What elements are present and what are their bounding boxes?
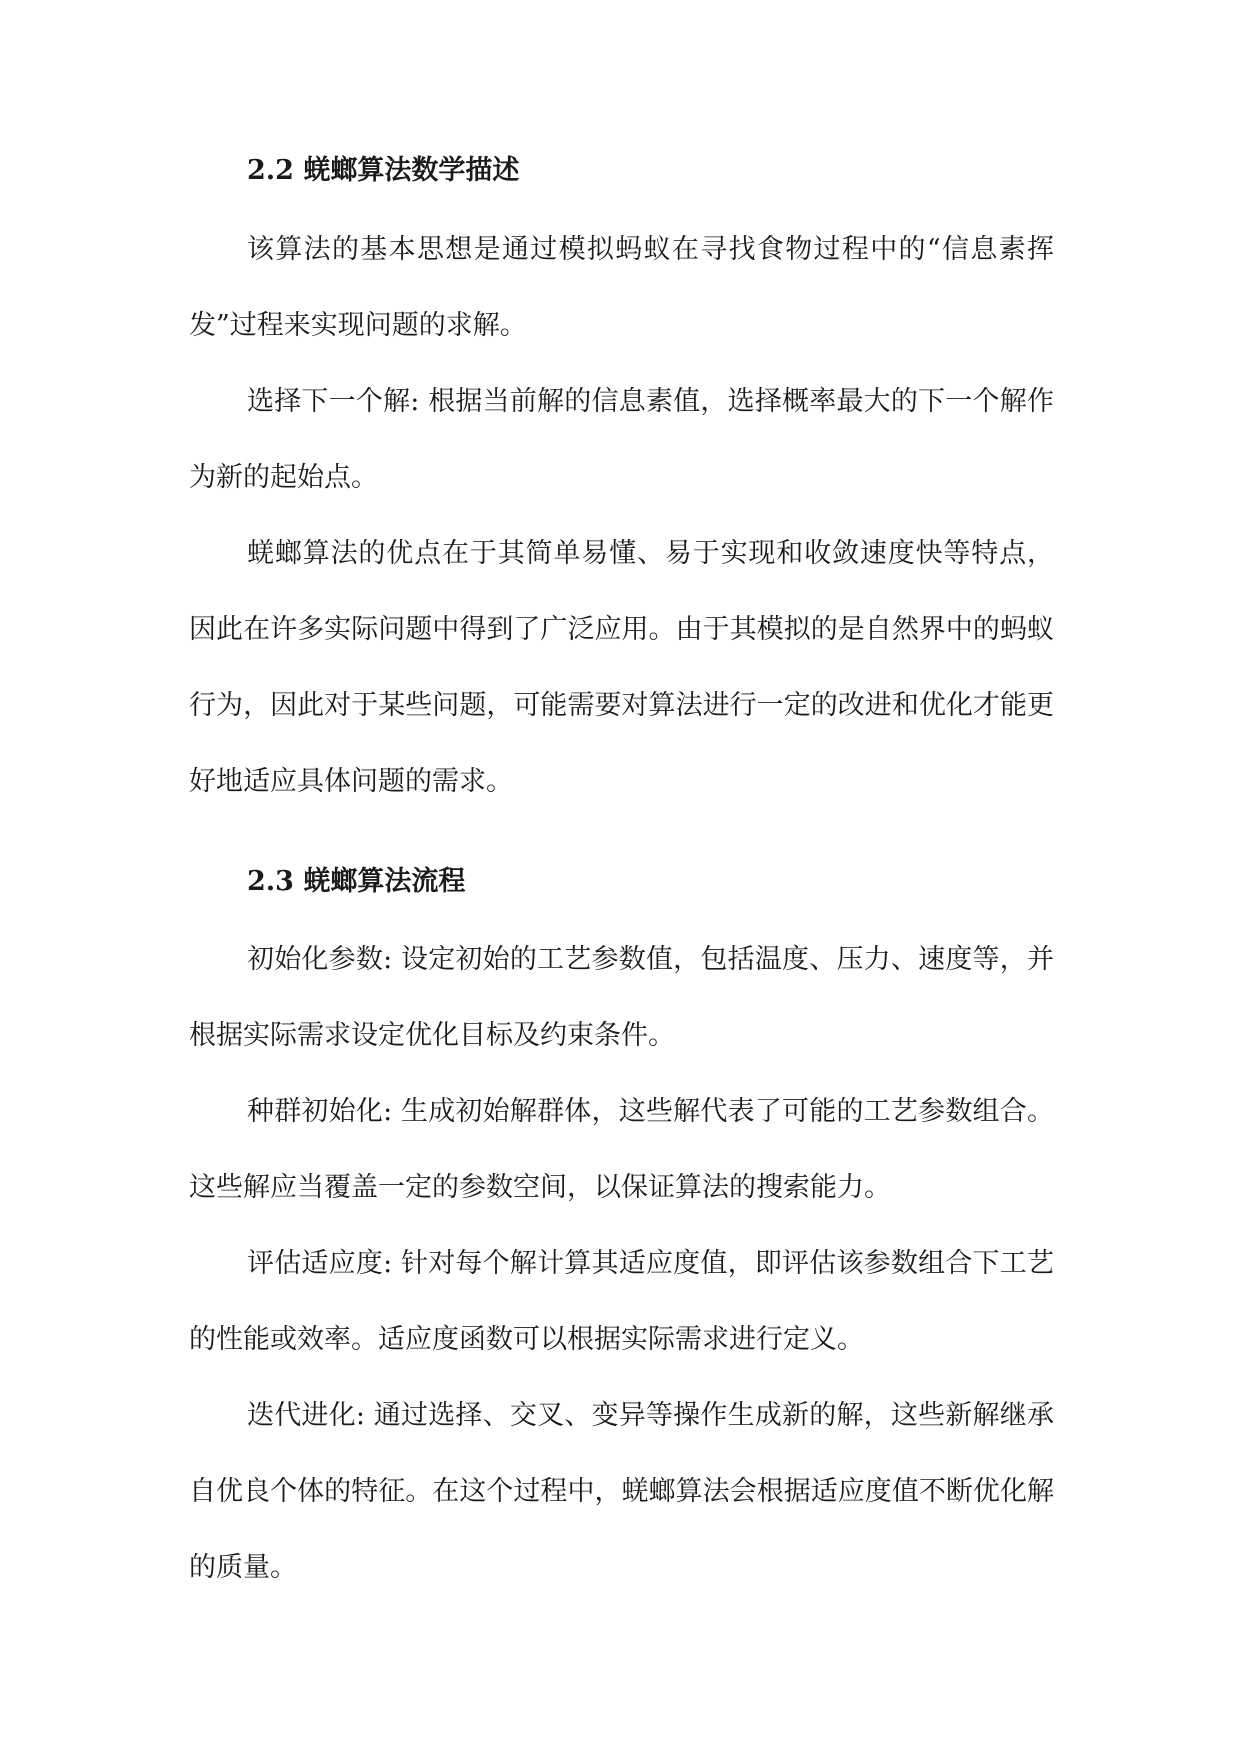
section-heading-2-2: 2.2 蜣螂算法数学描述 xyxy=(247,155,520,186)
paragraph-population-init: 种群初始化: 生成初始解群体，这些解代表了可能的工艺参数组合。这些解应当覆盖一定的参数空间，以保证算法的搜索能力。 xyxy=(189,1096,1054,1203)
paragraph-basic-idea: 该算法的基本思想是通过模拟蚂蚁在寻找食物过程中的“信息素挥发”过程来实现问题的求解。 xyxy=(189,234,1054,341)
paragraph-init-parameters: 初始化参数: 设定初始的工艺参数值，包括温度、压力、速度等，并根据实际需求设定优化目标及约束条件。 xyxy=(189,944,1054,1051)
paragraph-advantages: 蜣螂算法的优点在于其简单易懂、易于实现和收敛速度快等特点，因此在许多实际问题中得到了广泛应用。由于其模拟的是自然界中的蚂蚁行为，因此对于某些问题，可能需要对算法进行一定的改进和优化才能更好地适应具体问题的需求。 xyxy=(189,538,1054,797)
paragraph-select-next-solution: 选择下一个解: 根据当前解的信息素值，选择概率最大的下一个解作为新的起始点。 xyxy=(189,386,1054,493)
section-heading-2-3: 2.3 蜣螂算法流程 xyxy=(247,866,466,897)
paragraph-iterative-evolution: 迭代进化: 通过选择、交叉、变异等操作生成新的解，这些新解继承自优良个体的特征。在这个过程中，蜣螂算法会根据适应度值不断优化解的质量。 xyxy=(189,1400,1054,1583)
document-page xyxy=(189,0,1054,1754)
paragraph-evaluate-fitness: 评估适应度: 针对每个解计算其适应度值，即评估该参数组合下工艺的性能或效率。适应度函数可以根据实际需求进行定义。 xyxy=(189,1248,1054,1355)
